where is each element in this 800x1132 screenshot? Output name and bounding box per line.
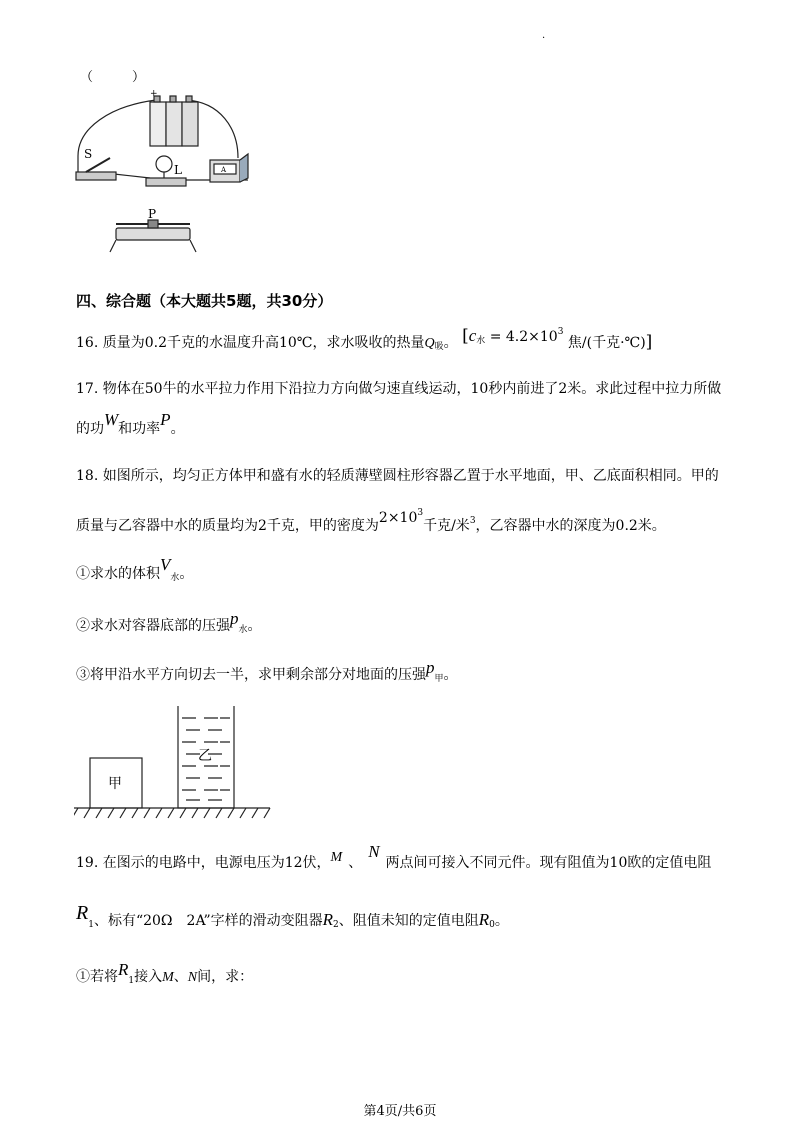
q19-r0-sub: 0 [489,920,495,930]
circuit-figure [70,88,270,268]
q17-w: W [104,410,119,429]
q16-c-exp: 3 [557,327,564,337]
q19-r2-sub: 2 [333,920,339,930]
q18-sub3-a: ③将甲沿水平方向切去一半，求甲剩余部分对地面的压强 [76,667,426,683]
q19-r1-sub: 1 [88,920,94,930]
switch-label: S [84,147,93,161]
battery-plus-label: + [150,89,158,99]
q18-sub3-b: 。 [443,667,458,683]
q19-line2-c: 。 [494,913,509,929]
q19-sub1-c: 、 [173,969,188,985]
q18-sub2-b: 。 [247,618,262,634]
q17-line1: 17. 物体在50牛的水平拉力作用下沿拉力方向做匀速直线运动，10秒内前进了2米。求此过程中拉力所做 [76,381,722,397]
q17-p: P [160,410,171,429]
q16-end: 。 [443,335,458,351]
section-title: 四、综合题（本大题共5题，共30分） [76,292,333,310]
q17-line2-c: 。 [170,421,185,437]
q18-sub1 [76,555,194,583]
q19-r0: R [478,910,490,929]
q16-bracket-open: [ [462,326,469,346]
q18-density-exp: 3 [417,508,424,518]
q16-text: 16. 质量为0.2千克的水温度升高10℃，求水吸收的热量 [76,335,425,351]
q19-line2-b: 、阻值未知的定值电阻 [338,913,479,929]
q18-sub2-a: ②求水对容器底部的压强 [76,618,230,634]
ammeter-label: A [221,166,227,174]
q16-q-symbol: Q [424,336,435,351]
q19-line1 [76,842,712,872]
q19-r1: R [76,902,89,924]
container-label: 乙 [198,748,212,764]
q18-p2: p [230,609,239,628]
q18-density: 2×10 [378,510,418,526]
q18-line2 [76,508,666,535]
q18-line1: 18. 如图所示，均匀正方体甲和盛有水的轻质薄壁圆柱形容器乙置于水平地面，甲、乙底面积相同。甲的 [76,468,719,484]
q18-sub2 [76,609,262,635]
q19-sep: 、 [348,855,363,871]
q19-m: M [330,850,343,865]
q19-sub1-a: ①若将 [76,969,118,985]
q19-sub1-r1: R [118,960,129,979]
q18-p2-sub: 水 [238,625,248,635]
q18-p3: p [426,658,435,677]
q19-n: N [368,842,380,861]
cube-container-figure [74,704,274,828]
q18-line2-a: 质量与乙容器中水的质量均为2千克，甲的密度为 [76,518,379,534]
q18-line2-b: 千克/米 [423,518,470,534]
slider-label: P [148,207,157,221]
q18-line2-c: ，乙容器中水的深度为0.2米。 [475,518,666,534]
q16-unit: 焦/(千克·℃) [567,335,646,351]
q17-line2 [76,410,185,438]
q16-c-value: = 4.2×10 [485,329,558,345]
q17-line2-b: 和功率 [118,421,161,437]
q16-c-sub: 水 [476,336,486,346]
q19-line2 [76,902,509,931]
q16-bracket-close: ] [645,332,653,352]
q16-c: c [468,326,477,345]
question-16 [76,326,653,352]
answer-parentheses: （ ） [80,70,146,85]
q18-v: V [160,555,171,574]
cube-label: 甲 [108,776,122,792]
q16-q-sub: 吸 [434,342,444,352]
page-footer: 第4页/共6页 [363,1104,437,1119]
q18-sub1-b: 。 [179,566,194,582]
lamp-label: L [174,163,182,177]
q19-line1-b: 两点间可接入不同元件。现有阻值为10欧的定值电阻 [385,855,712,871]
q19-line2-a: 、标有“20Ω 2A”字样的滑动变阻器 [93,913,323,929]
q19-sub1-b: 接入 [134,969,163,985]
q19-sub1-n: N [187,970,198,985]
q17-line2-a: 的功 [76,421,104,437]
q18-line2-b-exp: 3 [469,516,476,526]
q19-sub1-m: M [162,970,174,985]
q18-p3-sub: 甲 [434,674,444,684]
header-dot: . [542,30,546,41]
q19-line1-a: 19. 在图示的电路中，电源电压为12伏， [76,855,331,871]
q18-sub1-a: ①求水的体积 [76,566,160,582]
q18-v-sub: 水 [170,573,180,583]
q19-sub1-r1-sub: 1 [128,976,135,986]
q19-sub1 [76,960,254,986]
q18-sub3 [76,658,458,684]
q19-r2: R [322,910,334,929]
q19-sub1-d: 间，求： [197,969,254,985]
